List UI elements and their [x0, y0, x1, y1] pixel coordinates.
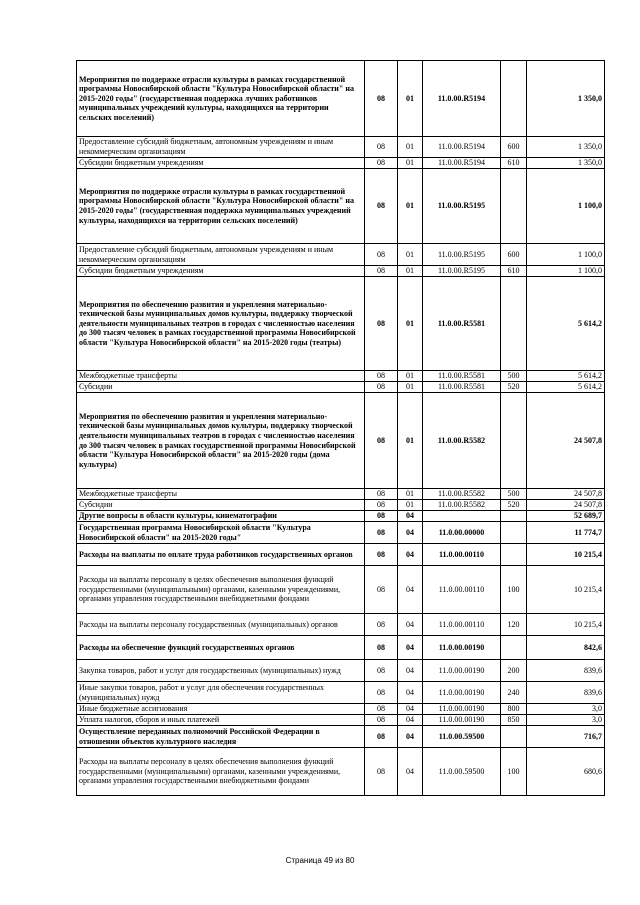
- row-expense-type: 500: [501, 371, 527, 382]
- row-name: Расходы на обеспечение функций государственных органов: [77, 636, 365, 660]
- table-row: [77, 636, 605, 660]
- row-subsection: 01: [398, 61, 423, 137]
- table-row: [77, 393, 605, 489]
- row-amount: 1 100,0: [527, 266, 605, 277]
- row-target-article: 11.0.00.00190: [423, 682, 501, 704]
- row-section: 08: [365, 277, 398, 371]
- row-subsection: 01: [398, 266, 423, 277]
- row-name: Мероприятия по поддержке отрасли культуры в рамках государственной программы Новосибирской области "Культура Новосибирской области" на 2015-2020 годы" (государственная поддержка муниципальных учреждений культуры, находящихся на территории сельских поселений): [77, 169, 365, 244]
- row-name: Расходы на выплаты персоналу в целях обеспечения выполнения функций государственными (муниципальными) органами, казенными учреждениями, органами управления государственными внебюджетными фондами: [77, 748, 365, 796]
- row-amount: 3,0: [527, 715, 605, 726]
- table-row: [77, 704, 605, 715]
- row-section: 08: [365, 726, 398, 748]
- row-subsection: 01: [398, 137, 423, 158]
- table-row: [77, 566, 605, 614]
- row-subsection: 01: [398, 158, 423, 169]
- row-target-article: 11.0.00.R5582: [423, 500, 501, 511]
- row-target-article: 11.0.00.00110: [423, 544, 501, 566]
- row-subsection: 04: [398, 522, 423, 544]
- table-row: [77, 614, 605, 636]
- row-expense-type: [501, 636, 527, 660]
- row-name: Расходы на выплаты персоналу государственных (муниципальных) органов: [77, 614, 365, 636]
- row-amount: 839,6: [527, 682, 605, 704]
- row-amount: 5 614,2: [527, 277, 605, 371]
- row-expense-type: 100: [501, 566, 527, 614]
- table-row: [77, 244, 605, 266]
- table-row: [77, 169, 605, 244]
- row-subsection: 04: [398, 636, 423, 660]
- row-section: 08: [365, 382, 398, 393]
- row-amount: 24 507,8: [527, 500, 605, 511]
- table-row: [77, 726, 605, 748]
- row-expense-type: [501, 277, 527, 371]
- row-target-article: 11.0.00.00190: [423, 715, 501, 726]
- row-name: Субсидии: [77, 500, 365, 511]
- row-subsection: 04: [398, 511, 423, 522]
- row-section: 08: [365, 266, 398, 277]
- row-target-article: 11.0.00.R5194: [423, 61, 501, 137]
- row-amount: 1 100,0: [527, 244, 605, 266]
- table-row: [77, 61, 605, 137]
- row-expense-type: 500: [501, 489, 527, 500]
- row-target-article: 11.0.00.R5194: [423, 137, 501, 158]
- row-target-article: 11.0.00.R5195: [423, 266, 501, 277]
- row-target-article: 11.0.00.59500: [423, 726, 501, 748]
- page-number: Страница 49 из 80: [285, 856, 355, 865]
- row-expense-type: 800: [501, 704, 527, 715]
- row-name: Уплата налогов, сборов и иных платежей: [77, 715, 365, 726]
- row-expense-type: 610: [501, 158, 527, 169]
- row-section: 08: [365, 393, 398, 489]
- row-section: 08: [365, 566, 398, 614]
- row-subsection: 04: [398, 544, 423, 566]
- table-row: [77, 748, 605, 796]
- row-subsection: 04: [398, 726, 423, 748]
- row-target-article: 11.0.00.00110: [423, 614, 501, 636]
- row-target-article: 11.0.00.R5195: [423, 244, 501, 266]
- row-target-article: 11.0.00.00190: [423, 636, 501, 660]
- row-expense-type: [501, 726, 527, 748]
- row-amount: 52 689,7: [527, 511, 605, 522]
- row-section: 08: [365, 511, 398, 522]
- table-row: [77, 266, 605, 277]
- row-section: 08: [365, 704, 398, 715]
- row-name: Закупка товаров, работ и услуг для государственных (муниципальных) нужд: [77, 660, 365, 682]
- row-section: 08: [365, 500, 398, 511]
- row-amount: 3,0: [527, 704, 605, 715]
- row-target-article: 11.0.00.R5194: [423, 158, 501, 169]
- row-name: Иные закупки товаров, работ и услуг для обеспечения государственных (муниципальных) нужд: [77, 682, 365, 704]
- row-name: Расходы на выплаты персоналу в целях обеспечения выполнения функций государственными (муниципальными) органами, казенными учреждениями, органами управления государственными внебюджетными фондами: [77, 566, 365, 614]
- row-name: Субсидии: [77, 382, 365, 393]
- row-expense-type: 610: [501, 266, 527, 277]
- row-section: 08: [365, 715, 398, 726]
- row-subsection: 04: [398, 748, 423, 796]
- row-amount: 842,6: [527, 636, 605, 660]
- table-row: [77, 544, 605, 566]
- row-section: 08: [365, 522, 398, 544]
- row-section: 08: [365, 158, 398, 169]
- row-section: 08: [365, 244, 398, 266]
- row-amount: 5 614,2: [527, 371, 605, 382]
- table-row: [77, 500, 605, 511]
- row-amount: 839,6: [527, 660, 605, 682]
- row-subsection: 01: [398, 169, 423, 244]
- row-amount: 1 350,0: [527, 158, 605, 169]
- row-target-article: 11.0.00.R5195: [423, 169, 501, 244]
- row-amount: 24 507,8: [527, 489, 605, 500]
- row-name: Расходы на выплаты по оплате труда работников государственных органов: [77, 544, 365, 566]
- row-target-article: 11.0.00.00190: [423, 704, 501, 715]
- row-section: 08: [365, 137, 398, 158]
- row-subsection: 04: [398, 566, 423, 614]
- table-row: [77, 715, 605, 726]
- table-row: [77, 277, 605, 371]
- row-name: Предоставление субсидий бюджетным, автономным учреждениям и иным некоммерческим организациям: [77, 137, 365, 158]
- row-section: 08: [365, 169, 398, 244]
- row-subsection: 04: [398, 614, 423, 636]
- row-expense-type: [501, 169, 527, 244]
- row-expense-type: [501, 393, 527, 489]
- row-target-article: [423, 511, 501, 522]
- row-amount: 10 215,4: [527, 544, 605, 566]
- row-name: Иные бюджетные ассигнования: [77, 704, 365, 715]
- table-row: [77, 371, 605, 382]
- table-row: [77, 489, 605, 500]
- row-name: Мероприятия по обеспечению развития и укрепления материально-технической базы муниципальных домов культуры, поддержку творческой деятельности муниципальных театров в городах с численностью населения до 300 тысяч человек в рамках государственной программы Новосибирской области "Культура Новосибирской области" на 2015-2020 годы (театры): [77, 277, 365, 371]
- row-name: Мероприятия по обеспечению развития и укрепления материально-технической базы муниципальных домов культуры, поддержку творческой деятельности муниципальных театров в городах с численностью населения до 300 тысяч человек в рамках государственной программы Новосибирской области "Культура Новосибирской области" на 2015-2020 годы (дома культуры): [77, 393, 365, 489]
- row-amount: 716,7: [527, 726, 605, 748]
- row-amount: 1 100,0: [527, 169, 605, 244]
- row-target-article: 11.0.00.00110: [423, 566, 501, 614]
- row-section: 08: [365, 371, 398, 382]
- row-target-article: 11.0.00.00000: [423, 522, 501, 544]
- row-amount: 680,6: [527, 748, 605, 796]
- row-expense-type: [501, 511, 527, 522]
- row-subsection: 04: [398, 704, 423, 715]
- row-expense-type: [501, 522, 527, 544]
- row-expense-type: 600: [501, 244, 527, 266]
- budget-table: [76, 60, 605, 796]
- row-section: 08: [365, 682, 398, 704]
- row-expense-type: 850: [501, 715, 527, 726]
- row-target-article: 11.0.00.00190: [423, 660, 501, 682]
- row-expense-type: 520: [501, 382, 527, 393]
- row-expense-type: 600: [501, 137, 527, 158]
- budget-table-body: [77, 61, 605, 796]
- row-target-article: 11.0.00.R5581: [423, 371, 501, 382]
- row-amount: 1 350,0: [527, 61, 605, 137]
- row-expense-type: [501, 544, 527, 566]
- row-subsection: 01: [398, 277, 423, 371]
- row-expense-type: [501, 61, 527, 137]
- row-subsection: 01: [398, 382, 423, 393]
- row-expense-type: 240: [501, 682, 527, 704]
- row-name: Межбюджетные трансферты: [77, 371, 365, 382]
- row-name: Мероприятия по поддержке отрасли культуры в рамках государственной программы Новосибирской области "Культура Новосибирской области" на 2015-2020 годы" (государственная поддержка лучших работников муниципальных учреждений культуры, находящихся на территории сельских поселений): [77, 61, 365, 137]
- row-amount: 10 215,4: [527, 614, 605, 636]
- table-row: [77, 382, 605, 393]
- row-subsection: 04: [398, 660, 423, 682]
- row-amount: 5 614,2: [527, 382, 605, 393]
- row-section: 08: [365, 614, 398, 636]
- row-subsection: 01: [398, 489, 423, 500]
- row-subsection: 01: [398, 244, 423, 266]
- row-expense-type: 100: [501, 748, 527, 796]
- row-section: 08: [365, 489, 398, 500]
- row-target-article: 11.0.00.59500: [423, 748, 501, 796]
- row-name: Предоставление субсидий бюджетным, автономным учреждениям и иным некоммерческим организациям: [77, 244, 365, 266]
- row-name: Межбюджетные трансферты: [77, 489, 365, 500]
- row-name: Государственная программа Новосибирской области "Культура Новосибирской области" на 2015-2020 годы": [77, 522, 365, 544]
- row-name: Субсидии бюджетным учреждениям: [77, 158, 365, 169]
- row-section: 08: [365, 660, 398, 682]
- row-amount: 11 774,7: [527, 522, 605, 544]
- table-row: [77, 682, 605, 704]
- table-row: [77, 137, 605, 158]
- row-amount: 1 350,0: [527, 137, 605, 158]
- table-row: [77, 511, 605, 522]
- row-target-article: 11.0.00.R5582: [423, 489, 501, 500]
- row-subsection: 01: [398, 371, 423, 382]
- row-amount: 10 215,4: [527, 566, 605, 614]
- row-section: 08: [365, 748, 398, 796]
- row-name: Осуществление переданных полномочий Российской Федерации в отношении объектов культурного наследия: [77, 726, 365, 748]
- row-target-article: 11.0.00.R5581: [423, 382, 501, 393]
- row-subsection: 04: [398, 682, 423, 704]
- table-row: [77, 522, 605, 544]
- row-expense-type: 200: [501, 660, 527, 682]
- row-target-article: 11.0.00.R5582: [423, 393, 501, 489]
- row-expense-type: 520: [501, 500, 527, 511]
- row-section: 08: [365, 61, 398, 137]
- row-expense-type: 120: [501, 614, 527, 636]
- row-name: Другие вопросы в области культуры, кинематографии: [77, 511, 365, 522]
- row-section: 08: [365, 544, 398, 566]
- table-row: [77, 660, 605, 682]
- row-subsection: 01: [398, 500, 423, 511]
- row-amount: 24 507,8: [527, 393, 605, 489]
- table-row: [77, 158, 605, 169]
- row-subsection: 04: [398, 715, 423, 726]
- row-name: Субсидии бюджетным учреждениям: [77, 266, 365, 277]
- row-section: 08: [365, 636, 398, 660]
- row-target-article: 11.0.00.R5581: [423, 277, 501, 371]
- row-subsection: 01: [398, 393, 423, 489]
